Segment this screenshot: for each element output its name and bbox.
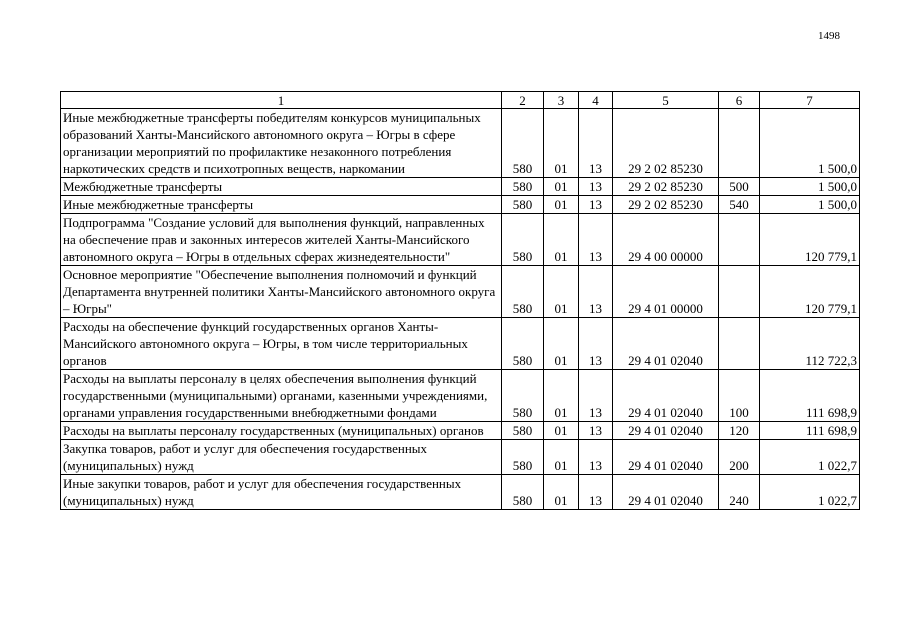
cell-amount: 1 022,7 <box>760 475 860 510</box>
table-body <box>61 92 860 510</box>
cell-target-article: 29 2 02 85230 <box>613 178 719 196</box>
cell-target-article: 29 4 00 00000 <box>613 214 719 266</box>
cell-section: 01 <box>544 266 579 318</box>
cell-expense-type <box>719 266 760 318</box>
row-description: Основное мероприятие "Обеспечение выполнения полномочий и функций Департамента внутренней политики Ханты-Мансийского автономного округа – Югры" <box>61 266 502 318</box>
cell-expense-type: 240 <box>719 475 760 510</box>
cell-subsection: 13 <box>579 422 613 440</box>
cell-subsection: 13 <box>579 214 613 266</box>
cell-target-article: 29 2 02 85230 <box>613 196 719 214</box>
cell-amount: 112 722,3 <box>760 318 860 370</box>
cell-target-article: 29 4 01 02040 <box>613 370 719 422</box>
table-row <box>61 440 860 475</box>
row-description: Расходы на выплаты персоналу в целях обеспечения выполнения функций государственными (муниципальными) органами, казенными учреждениями, органами управления государственными внебюджетными фондами <box>61 370 502 422</box>
cell-expense-type: 120 <box>719 422 760 440</box>
cell-target-article: 29 4 01 02040 <box>613 422 719 440</box>
cell-amount: 1 500,0 <box>760 196 860 214</box>
cell-section: 01 <box>544 109 579 178</box>
cell-section: 01 <box>544 440 579 475</box>
cell-subsection: 13 <box>579 440 613 475</box>
cell-section: 01 <box>544 422 579 440</box>
cell-admin-code: 580 <box>502 109 544 178</box>
cell-section: 01 <box>544 196 579 214</box>
table-row <box>61 475 860 510</box>
cell-section: 01 <box>544 214 579 266</box>
cell-amount: 120 779,1 <box>760 266 860 318</box>
cell-target-article: 29 4 01 02040 <box>613 475 719 510</box>
cell-target-article: 29 4 01 02040 <box>613 318 719 370</box>
column-header: 4 <box>579 92 613 109</box>
cell-expense-type: 100 <box>719 370 760 422</box>
table-row <box>61 109 860 178</box>
row-description: Иные межбюджетные трансферты победителям конкурсов муниципальных образований Ханты-Мансийского автономного округа – Югры в сфере организации мероприятий по профилактике незаконного потребления наркотических средств и психотропных веществ, наркомании <box>61 109 502 178</box>
cell-target-article: 29 4 01 02040 <box>613 440 719 475</box>
column-header: 3 <box>544 92 579 109</box>
table-row <box>61 318 860 370</box>
cell-expense-type <box>719 214 760 266</box>
cell-target-article: 29 2 02 85230 <box>613 109 719 178</box>
column-header: 5 <box>613 92 719 109</box>
table-row <box>61 214 860 266</box>
cell-subsection: 13 <box>579 266 613 318</box>
cell-expense-type: 200 <box>719 440 760 475</box>
column-header: 1 <box>61 92 502 109</box>
cell-admin-code: 580 <box>502 440 544 475</box>
table-row <box>61 196 860 214</box>
cell-expense-type: 540 <box>719 196 760 214</box>
column-header: 7 <box>760 92 860 109</box>
table-row <box>61 178 860 196</box>
cell-expense-type: 500 <box>719 178 760 196</box>
table-row <box>61 422 860 440</box>
cell-amount: 1 500,0 <box>760 109 860 178</box>
table-row <box>61 370 860 422</box>
cell-subsection: 13 <box>579 370 613 422</box>
row-description: Иные межбюджетные трансферты <box>61 196 502 214</box>
cell-section: 01 <box>544 178 579 196</box>
cell-admin-code: 580 <box>502 196 544 214</box>
cell-expense-type <box>719 109 760 178</box>
row-description: Расходы на выплаты персоналу государственных (муниципальных) органов <box>61 422 502 440</box>
cell-amount: 1 022,7 <box>760 440 860 475</box>
cell-admin-code: 580 <box>502 422 544 440</box>
page-number: 1498 <box>818 30 840 42</box>
cell-admin-code: 580 <box>502 318 544 370</box>
cell-amount: 120 779,1 <box>760 214 860 266</box>
row-description: Иные закупки товаров, работ и услуг для обеспечения государственных (муниципальных) нужд <box>61 475 502 510</box>
cell-subsection: 13 <box>579 475 613 510</box>
cell-admin-code: 580 <box>502 475 544 510</box>
cell-amount: 1 500,0 <box>760 178 860 196</box>
cell-subsection: 13 <box>579 178 613 196</box>
row-description: Межбюджетные трансферты <box>61 178 502 196</box>
cell-subsection: 13 <box>579 109 613 178</box>
cell-target-article: 29 4 01 00000 <box>613 266 719 318</box>
cell-expense-type <box>719 318 760 370</box>
table-row <box>61 266 860 318</box>
cell-amount: 111 698,9 <box>760 370 860 422</box>
row-description: Расходы на обеспечение функций государственных органов Ханты-Мансийского автономного округа – Югры, в том числе территориальных органов <box>61 318 502 370</box>
row-description: Закупка товаров, работ и услуг для обеспечения государственных (муниципальных) нужд <box>61 440 502 475</box>
cell-admin-code: 580 <box>502 266 544 318</box>
column-header: 6 <box>719 92 760 109</box>
cell-section: 01 <box>544 318 579 370</box>
row-description: Подпрограмма "Создание условий для выполнения функций, направленных на обеспечение прав и законных интересов жителей Ханты-Мансийского автономного округа – Югры в отдельных сферах жизнедеятельности" <box>61 214 502 266</box>
cell-admin-code: 580 <box>502 178 544 196</box>
cell-admin-code: 580 <box>502 370 544 422</box>
cell-section: 01 <box>544 370 579 422</box>
cell-admin-code: 580 <box>502 214 544 266</box>
column-header: 2 <box>502 92 544 109</box>
budget-table <box>60 91 860 510</box>
cell-amount: 111 698,9 <box>760 422 860 440</box>
cell-subsection: 13 <box>579 196 613 214</box>
cell-subsection: 13 <box>579 318 613 370</box>
cell-section: 01 <box>544 475 579 510</box>
header-row <box>61 92 860 109</box>
